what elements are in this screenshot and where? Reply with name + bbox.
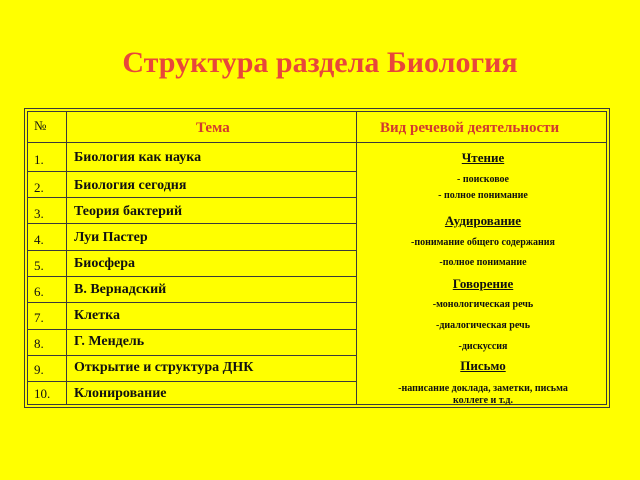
row-divider	[28, 276, 356, 277]
activity-item: -понимание общего содержания	[411, 237, 555, 248]
row-topic: Биология как наука	[74, 150, 202, 165]
row-topic: Биология сегодня	[74, 178, 187, 193]
activity-heading-listening: Аудирование	[444, 213, 522, 228]
row-number: 1.	[34, 152, 44, 167]
activity-item: -дискуссия	[458, 341, 508, 352]
page-title: Структура раздела Биология	[122, 46, 518, 79]
row-divider	[28, 223, 356, 224]
header-divider	[28, 142, 606, 143]
row-number: 5.	[34, 258, 44, 273]
row-topic: Открытие и структура ДНК	[74, 360, 254, 375]
row-topic: Луи Пастер	[74, 230, 148, 245]
row-topic: Биосфера	[74, 256, 136, 271]
col-divider	[356, 112, 357, 404]
row-number: 3.	[34, 206, 44, 221]
row-number: 4.	[34, 232, 44, 247]
row-topic: Клетка	[74, 308, 120, 323]
header-topic: Тема	[196, 120, 230, 136]
activity-heading-speaking: Говорение	[452, 276, 514, 291]
activity-item: -монологическая речь	[432, 299, 534, 310]
row-divider	[28, 250, 356, 251]
activity-heading-writing: Письмо	[460, 358, 506, 373]
activity-item: -написание доклада, заметки, письма	[398, 383, 568, 394]
row-topic: Клонирование	[74, 386, 167, 401]
row-number: 7.	[34, 310, 44, 325]
row-topic: Теория бактерий	[74, 204, 183, 219]
row-divider	[28, 171, 356, 172]
col-divider	[66, 112, 67, 404]
activity-item: -полное понимание	[439, 257, 527, 268]
row-divider	[28, 302, 356, 303]
activity-heading-reading: Чтение	[461, 150, 505, 165]
row-topic: Г. Мендель	[74, 334, 145, 349]
row-topic: В. Вернадский	[74, 282, 167, 297]
activity-item: - поисковое	[457, 174, 509, 185]
row-divider	[28, 329, 356, 330]
row-number: 6.	[34, 284, 44, 299]
row-number: 8.	[34, 336, 44, 351]
topics-table	[27, 111, 607, 405]
activity-item: коллеге и т.д.	[453, 395, 513, 406]
header-num: №	[34, 118, 47, 133]
activity-item: - полное понимание	[438, 190, 528, 201]
row-divider	[28, 197, 356, 198]
row-divider	[28, 355, 356, 356]
row-number: 10.	[34, 386, 51, 401]
header-activity: Вид речевой деятельности	[380, 120, 560, 136]
row-number: 9.	[34, 362, 44, 377]
activity-item: -диалогическая речь	[436, 320, 530, 331]
row-number: 2.	[34, 180, 44, 195]
row-divider	[28, 381, 356, 382]
